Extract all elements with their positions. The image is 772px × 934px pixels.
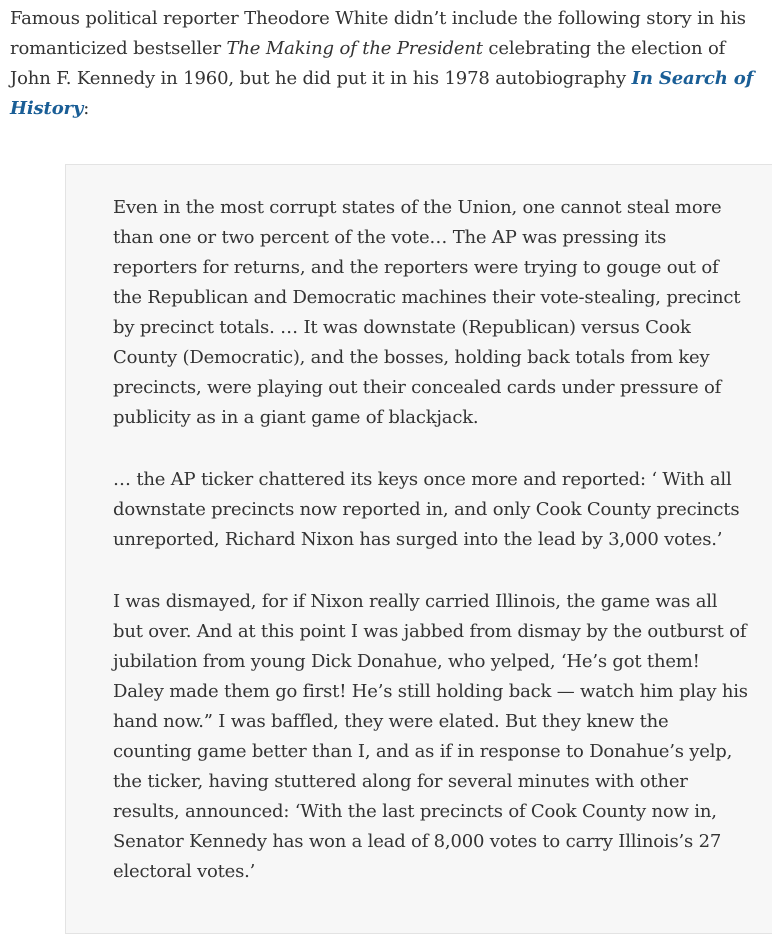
book-link[interactable]: In Search of History — [10, 68, 754, 119]
book-title: The Making of the President — [226, 38, 483, 59]
intro-text-1: Famous political reporter Theodore White didn’t include the following story in his romanticized bestseller — [10, 8, 746, 59]
blockquote — [65, 164, 772, 934]
quote-paragraph-2: … the AP ticker chattered its keys once more and reported: ‘ With all downstate precincts now reported in, and only Cook County precincts unreported, Richard Nixon has surged into the lead by 3,000 votes.’ — [113, 469, 740, 550]
quote-paragraph-3: I was dismayed, for if Nixon really carried Illinois, the game was all but over. And at this point I was jabbed from dismay by the outburst of jubilation from young Dick Donahue, who yelped, ‘He’s got them! Daley made them go first! He’s still holding back — watch him play his hand now.” I was baffled, they were elated. But they knew the counting game better than I, and as if in response to Donahue’s yelp, the ticker, having stuttered along for several minutes with other results, announced: ‘With the last precincts of Cook County now in, Senator Kennedy has won a lead of 8,000 votes to carry Illinois’s 27 electoral votes.’ — [113, 591, 748, 882]
intro-text-3: : — [83, 98, 90, 119]
quote-paragraph-1: Even in the most corrupt states of the Union, one cannot steal more than one or two percent of the vote… The AP was pressing its reporters for returns, and the reporters were trying to gouge out of the Republican and Democratic machines their vote-stealing, precinct by precinct totals. … It was downstate (Republican) versus Cook County (Democratic), and the bosses, holding back totals from key precincts, were playing out their concealed cards under pressure of publicity as in a giant game of blackjack. — [113, 197, 741, 428]
intro-paragraph — [10, 4, 766, 124]
intro-text-2: celebrating the election of John F. Kennedy in 1960, but he did put it in his 1978 autobiography — [10, 38, 726, 89]
